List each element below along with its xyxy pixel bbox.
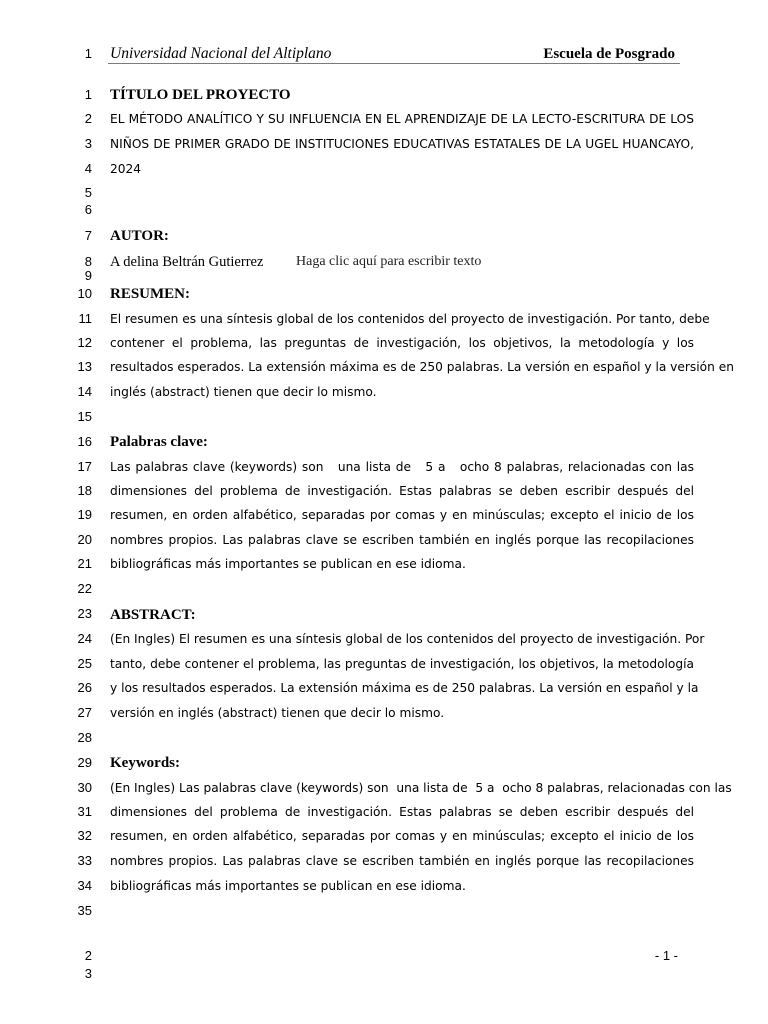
footer-line-number: 3	[84, 966, 92, 981]
line-number: 13	[77, 359, 92, 374]
page-number: - 1 -	[654, 948, 678, 963]
line-number: 20	[77, 532, 92, 547]
header-divider	[108, 63, 680, 64]
palabras-clave-line[interactable]: bibliográficas más importantes se publican en ese idioma.	[110, 557, 466, 571]
line-number: 6	[84, 202, 92, 217]
palabras-clave-line[interactable]: dimensiones del problema de investigación. Estas palabras se deben escribir después del	[110, 484, 694, 498]
line-number: 14	[77, 384, 92, 399]
palabras-clave-heading: Palabras clave:	[110, 434, 208, 450]
line-number: 32	[77, 828, 92, 843]
keywords-line[interactable]: bibliográficas más importantes se publican en ese idioma.	[110, 879, 466, 893]
resumen-line[interactable]: El resumen es una síntesis global de los contenidos del proyecto de investigación. Por tanto, debe	[110, 312, 710, 326]
palabras-clave-line[interactable]: resumen, en orden alfabético, separadas por comas y en minúsculas; excepto el inicio de los	[110, 508, 694, 522]
line-number: 11	[78, 311, 92, 326]
keywords-heading: Keywords:	[110, 755, 180, 771]
title-heading: TÍTULO DEL PROYECTO	[110, 87, 291, 103]
abstract-line[interactable]: (En Ingles) El resumen es una síntesis global de los contenidos del proyecto de investigación. Por	[110, 632, 705, 646]
line-number: 2	[84, 111, 92, 126]
line-number: 9	[84, 268, 92, 283]
abstract-line[interactable]: versión en inglés (abstract) tienen que decir lo mismo.	[110, 706, 445, 720]
line-number: 29	[77, 755, 92, 770]
abstract-line[interactable]: y los resultados esperados. La extensión máxima es de 250 palabras. La versión en español y la	[110, 681, 699, 695]
line-number: 17	[77, 459, 92, 474]
author-name[interactable]: A delina Beltrán Gutierrez	[110, 254, 264, 270]
resumen-line[interactable]: inglés (abstract) tienen que decir lo mismo.	[110, 385, 377, 399]
palabras-clave-line[interactable]: nombres propios. Las palabras clave se escriben también en inglés porque las recopilaciones	[110, 533, 694, 547]
content-control-placeholder[interactable]: Haga clic aquí para escribir texto	[296, 254, 482, 269]
title-line[interactable]: EL MÉTODO ANALÍTICO Y SU INFLUENCIA EN EL APRENDIZAJE DE LA LECTO-ESCRITURA DE LOS	[110, 112, 694, 126]
line-number: 34	[77, 878, 92, 893]
palabras-clave-line[interactable]: Las palabras clave (keywords) son una lista de 5 a ocho 8 palabras, relacionadas con las	[110, 460, 694, 474]
author-heading: AUTOR:	[110, 228, 169, 244]
line-number: 10	[77, 286, 92, 301]
line-number: 5	[84, 185, 92, 200]
title-line[interactable]: NIÑOS DE PRIMER GRADO DE INSTITUCIONES EDUCATIVAS ESTATALES DE LA UGEL HUANCAYO,	[110, 137, 694, 151]
abstract-line[interactable]: tanto, debe contener el problema, las preguntas de investigación, los objetivos, la metodología	[110, 657, 694, 671]
line-number: 19	[77, 507, 92, 522]
line-number: 22	[77, 581, 92, 596]
line-number: 28	[77, 730, 92, 745]
keywords-line[interactable]: resumen, en orden alfabético, separadas por comas y en minúsculas; excepto el inicio de los	[110, 829, 694, 843]
resumen-heading: RESUMEN:	[110, 286, 191, 302]
line-number: 1	[84, 87, 92, 102]
line-number: 16	[77, 434, 92, 449]
line-number: 21	[77, 556, 92, 571]
line-number: 35	[77, 903, 92, 918]
line-number: 33	[77, 853, 92, 868]
keywords-line[interactable]: dimensiones del problema de investigación. Estas palabras se deben escribir después del	[110, 805, 694, 819]
resumen-line[interactable]: contener el problema, las preguntas de investigación, los objetivos, la metodología y los	[110, 336, 694, 350]
title-line[interactable]: 2024	[110, 162, 142, 176]
line-number: 7	[84, 228, 92, 243]
line-number: 8	[84, 254, 92, 269]
line-number: 31	[77, 804, 92, 819]
line-number: 26	[77, 680, 92, 695]
abstract-heading: ABSTRACT:	[110, 607, 196, 623]
line-number: 30	[77, 780, 92, 795]
header-line-number: 1	[84, 46, 92, 61]
keywords-line[interactable]: nombres propios. Las palabras clave se escriben también en inglés porque las recopilaciones	[110, 854, 694, 868]
line-number: 27	[77, 705, 92, 720]
resumen-line[interactable]: resultados esperados. La extensión máxima es de 250 palabras. La versión en español y la versión en	[110, 360, 734, 374]
line-number: 4	[84, 161, 92, 176]
line-number: 23	[77, 606, 92, 621]
line-number: 18	[77, 483, 92, 498]
line-number: 3	[84, 136, 92, 151]
line-number: 15	[77, 409, 92, 424]
line-number: 12	[77, 335, 92, 350]
line-number: 25	[77, 656, 92, 671]
footer-line-number: 2	[84, 948, 92, 963]
line-number: 24	[77, 631, 92, 646]
school-name: Escuela de Posgrado	[543, 46, 675, 62]
keywords-line[interactable]: (En Ingles) Las palabras clave (keywords) son una lista de 5 a ocho 8 palabras, relacionadas con las	[110, 781, 732, 795]
university-name: Universidad Nacional del Altiplano	[110, 45, 332, 62]
